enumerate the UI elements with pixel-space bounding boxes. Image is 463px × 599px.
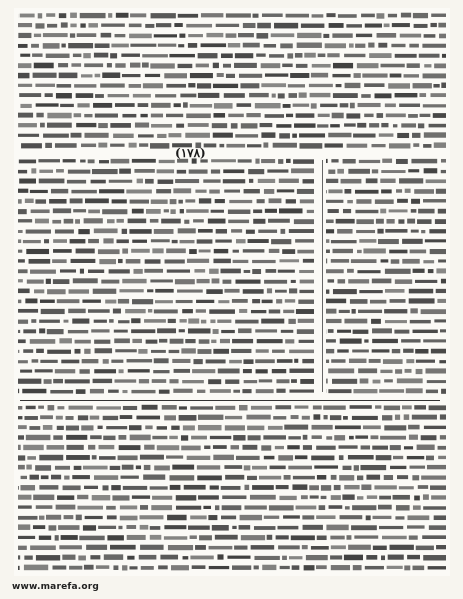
body-text-line bbox=[18, 132, 446, 138]
margin-text-line bbox=[326, 308, 446, 314]
footnote-text-line bbox=[18, 455, 446, 461]
commentary-text-line bbox=[18, 328, 314, 334]
margin-text-line bbox=[326, 259, 446, 264]
commentary-text-line bbox=[18, 288, 314, 294]
margin-text-line bbox=[328, 168, 446, 174]
page-number: (١٧٨) bbox=[175, 146, 206, 160]
margin-text-line bbox=[326, 359, 446, 364]
margin-text-line bbox=[326, 289, 446, 294]
margin-text-line bbox=[326, 229, 446, 234]
commentary-text-line bbox=[18, 358, 314, 364]
body-text-line bbox=[19, 92, 446, 98]
commentary-text-line bbox=[18, 248, 314, 254]
body-text-line bbox=[20, 53, 446, 59]
footnote-divider bbox=[20, 400, 440, 401]
margin-text-line bbox=[326, 219, 446, 224]
margin-text-line bbox=[326, 298, 446, 303]
footnote-text-line bbox=[18, 435, 446, 441]
commentary-text-line bbox=[18, 228, 314, 234]
commentary-text-line bbox=[18, 318, 314, 324]
margin-text-line bbox=[326, 189, 446, 194]
commentary-text-line bbox=[18, 259, 314, 265]
margin-text-line bbox=[326, 268, 446, 273]
margin-text-line bbox=[326, 349, 446, 354]
footnote-text-line bbox=[18, 554, 446, 560]
commentary-text-line bbox=[20, 369, 314, 374]
footnote-text-line bbox=[18, 445, 446, 451]
commentary-text-line bbox=[18, 218, 314, 224]
commentary-text-line bbox=[18, 389, 314, 394]
margin-text-line bbox=[326, 159, 446, 164]
footnote-text-line bbox=[18, 465, 446, 471]
margin-text-line bbox=[328, 209, 446, 214]
commentary-text-line bbox=[18, 238, 314, 244]
footnote-text-line bbox=[21, 474, 446, 480]
commentary-text-line bbox=[19, 158, 314, 163]
footnote-text-line bbox=[18, 545, 446, 551]
footnote-text-line bbox=[18, 565, 446, 571]
body-text-line bbox=[18, 43, 446, 49]
margin-text-line bbox=[326, 199, 446, 204]
commentary-text-line bbox=[18, 338, 314, 344]
scanned-text-area bbox=[14, 8, 450, 576]
margin-text-line bbox=[328, 279, 446, 284]
margin-text-line bbox=[326, 239, 446, 244]
body-text-line bbox=[18, 72, 446, 78]
margin-text-line bbox=[326, 248, 446, 254]
body-text-line bbox=[18, 13, 446, 19]
commentary-text-line bbox=[18, 348, 314, 354]
footnote-text-line bbox=[18, 414, 446, 420]
commentary-text-line bbox=[18, 309, 314, 314]
body-text-line bbox=[18, 22, 446, 28]
text-lines bbox=[14, 8, 450, 576]
commentary-text-line bbox=[19, 179, 314, 184]
commentary-text-line bbox=[18, 299, 314, 305]
commentary-text-line bbox=[18, 198, 314, 204]
margin-text-line bbox=[326, 328, 446, 333]
commentary-text-line bbox=[18, 379, 314, 385]
footnote-text-line bbox=[18, 405, 446, 411]
body-text-line bbox=[18, 62, 446, 68]
commentary-text-line bbox=[18, 208, 314, 214]
column-divider bbox=[322, 160, 323, 392]
commentary-text-line bbox=[18, 188, 314, 194]
footnote-text-line bbox=[18, 535, 446, 541]
commentary-text-line bbox=[18, 168, 314, 174]
body-text-line bbox=[18, 83, 446, 89]
footnote-text-line bbox=[18, 484, 446, 490]
body-text-line bbox=[18, 113, 446, 119]
margin-text-line bbox=[326, 339, 446, 344]
footnote-text-line bbox=[18, 505, 446, 511]
footnote-text-line bbox=[18, 524, 446, 530]
margin-text-line bbox=[326, 378, 446, 383]
body-text-line bbox=[18, 33, 446, 39]
footnote-text-line bbox=[18, 515, 446, 521]
body-text-line bbox=[21, 142, 446, 148]
source-watermark-url: www.marefa.org bbox=[12, 582, 100, 592]
commentary-text-line bbox=[18, 278, 314, 284]
margin-text-line bbox=[326, 388, 446, 393]
footnote-text-line bbox=[18, 425, 446, 431]
margin-text-line bbox=[328, 368, 446, 374]
margin-text-line bbox=[326, 178, 446, 183]
commentary-text-line bbox=[18, 269, 314, 274]
footnote-text-line bbox=[18, 494, 446, 500]
body-text-line bbox=[20, 102, 446, 108]
body-text-line bbox=[18, 123, 446, 129]
margin-text-line bbox=[326, 319, 446, 324]
